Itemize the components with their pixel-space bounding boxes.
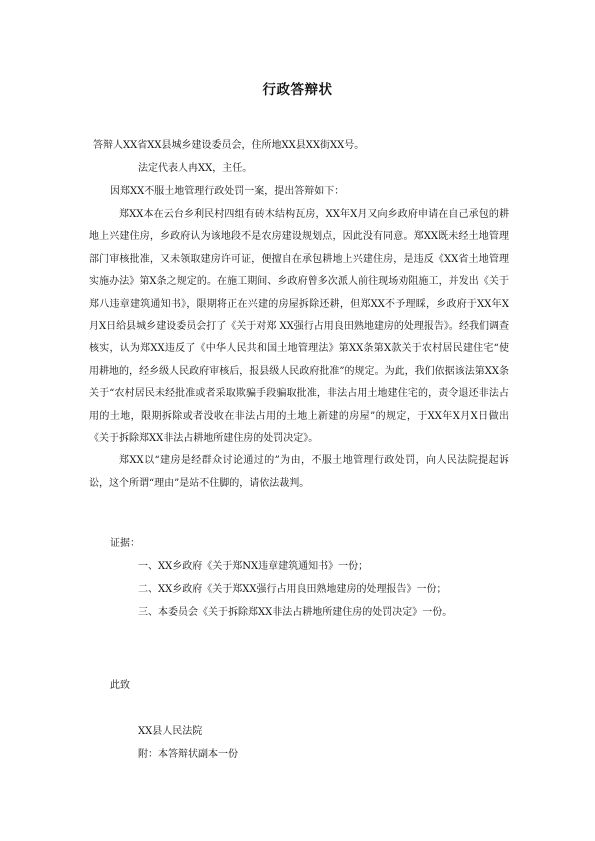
body-paragraph-2: 郑XX以“建房是经群众讨论通过的”为由，不服土地管理行政处罚，向人民法院提起诉讼，这个所谓“理由”是站不住脚的，请依法裁判。 [89,455,509,489]
respondent-line: 答辩人XX省XX县城乡建设委员会，住所地XX县XX街XX号。 [93,140,365,151]
document-body [89,204,509,495]
attachment-line: 附：本答辩状副本一份 [138,749,238,760]
intro-line: 因郑XX不服土地管理行政处罚一案，提出答辩如下： [110,186,345,197]
legal-representative-line: 法定代表人冉XX，主任。 [138,163,253,174]
evidence-item-2: 二、XX乡政府《关于郑XX强行占用良田熟地建房的处理报告》一份； [138,584,447,595]
body-paragraph-1: 郑XX本在云台乡利民村四组有砖木结构瓦房，XX年X月又向乡政府申请在自己承包的耕地上兴建住房，乡政府认为该地段不是农房建设规划点，因此没有同意。郑XX既未经土地管理部门审核批准，又未领取建房许可证，便擅自在承包耕地上兴建住房，是违反《XX省土地管理实施办法》第X条之规定的。在施工期间、乡政府曾多次派人前往现场劝阻施工，并发出《关于郑八违章建筑通知书》，限期将正在兴建的房屋拆除还耕，但郑XX不予理睬，乡政府于XX年X月X日给县城乡建设委员会打了《关于对郑 XX强行占用良田熟地建房的处理报告》。经我们调查核实，认为郑XX违反了《中华人民共和国土地管理法》第XX条第X款关于农村居民建住宅“使用耕地的，经乡级人民政府审核后，报县级人民政府批准”的规定。为此，我们依据该法第XX条关于“农村居民未经批准或者采取欺骗手段骗取批准，非法占用土地建住宅的，责令退还非法占用的土地，限期拆除或者没收在非法占用的土地上新建的房屋”的规定，于XX年X月X日做出《关于拆除郑XX非法占耕地所建住房的处罚决定》。 [89,209,509,445]
evidence-item-1: 一、XX乡政府《关于郑NX违章建筑通知书》一份； [138,561,369,572]
evidence-heading: 证据： [110,538,140,549]
recipient-line: XX县人民法院 [138,726,203,737]
closing-line: 此致 [110,680,130,691]
evidence-item-3: 三、本委员会《关于拆除郑XX非法占耕地所建住房的处罚决定》一份。 [138,607,453,618]
document-title: 行政答辩状 [262,82,333,98]
